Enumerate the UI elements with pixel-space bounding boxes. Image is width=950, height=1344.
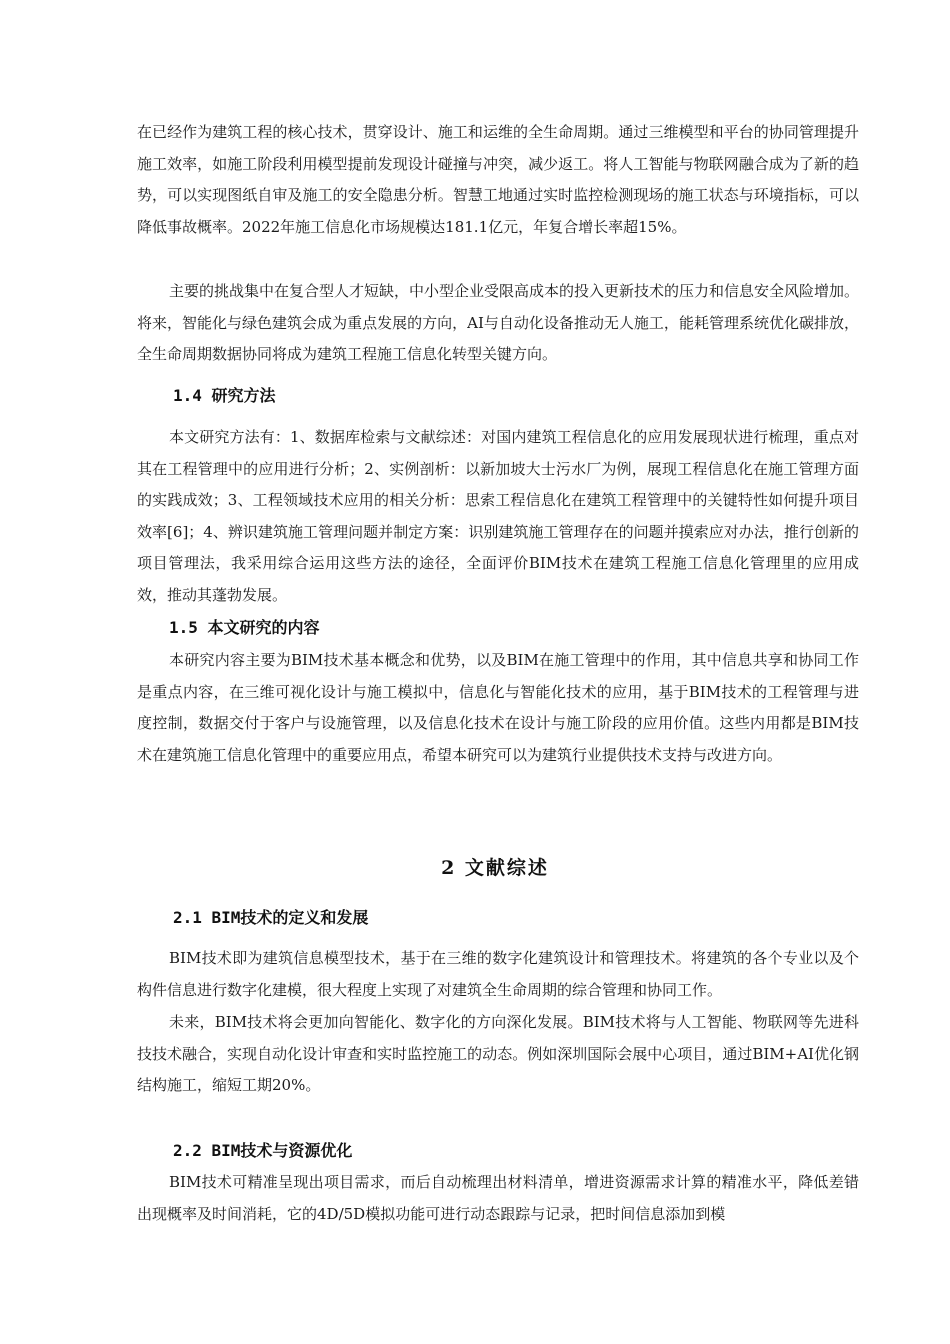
paragraph-research-methods: 本文研究方法有：1、数据库检索与文献综述：对国内建筑工程信息化的应用发展现状进行梳理，重点对其在工程管理中的应用进行分析；2、实例剖析：以新加坡大士污水厂为例，展现工程信息化在施工管理方面的实践成效；3、工程领域技术应用的相关分析：思索工程信息化在建筑工程管理中的关键特性如何提升项目效率[6]；4、辨识建筑施工管理问题并制定方案：识别建筑施工管理存在的问题并摸索应对办法，推行创新的项目管理法，我采用综合运用这些方法的途径，全面评价BIM技术在建筑工程施工信息化管理里的应用成效，推动其蓬勃发展。 xyxy=(137,428,859,604)
chapter-2-title: 2 文献综述 xyxy=(441,857,549,879)
paragraph-bim-definition: BIM技术即为建筑信息模型技术，基于在三维的数字化建筑设计和管理技术。将建筑的各个专业以及个构件信息进行数字化建模，很大程度上实现了对建筑全生命周期的综合管理和协同工作。 xyxy=(137,949,859,999)
paragraph-bim-resources: BIM技术可精准呈现出项目需求，而后自动梳理出材料清单，增进资源需求计算的精准水平，降低差错出现概率及时间消耗，它的4D/5D模拟功能可进行动态跟踪与记录，把时间信息添加到模 xyxy=(137,1173,859,1223)
heading-1-4-research-methods: 1.4 研究方法 xyxy=(173,386,276,405)
heading-2-2-bim-resource-optimization: 2.2 BIM技术与资源优化 xyxy=(173,1141,353,1160)
paragraph-bim-future: 未来，BIM技术将会更加向智能化、数字化的方向深化发展。BIM技术将与人工智能、物联网等先进科技技术融合，实现自动化设计审查和实时监控施工的动态。例如深圳国际会展中心项目，通过BIM+AI优化钢结构施工，缩短工期20%。 xyxy=(137,1013,859,1094)
paragraph-challenges: 主要的挑战集中在复合型人才短缺，中小型企业受限高成本的投入更新技术的压力和信息安全风险增加。将来，智能化与绿色建筑会成为重点发展的方向，AI与自动化设备推动无人施工，能耗管理系统优化碳排放，全生命周期数据协同将成为建筑工程施工信息化转型关键方向。 xyxy=(137,282,860,363)
paragraph-research-content: 本研究内容主要为BIM技术基本概念和优势，以及BIM在施工管理中的作用，其中信息共享和协同工作是重点内容，在三维可视化设计与施工模拟中，信息化与智能化技术的应用，基于BIM技术的工程管理与进度控制，数据交付于客户与设施管理，以及信息化技术在设计与施工阶段的应用价值。这些内用都是BIM技术在建筑施工信息化管理中的重要应用点，希望本研究可以为建筑行业提供技术支持与改进方向。 xyxy=(137,651,859,764)
paragraph-industry-status: 在已经作为建筑工程的核心技术，贯穿设计、施工和运维的全生命周期。通过三维模型和平台的协同管理提升施工效率，如施工阶段利用模型提前发现设计碰撞与冲突，减少返工。将人工智能与物联网融合成为了新的趋势，可以实现图纸自审及施工的安全隐患分析。智慧工地通过实时监控检测现场的施工状态与环境指标，可以降低事故概率。2022年施工信息化市场规模达181.1亿元，年复合增长率超15%。 xyxy=(137,123,859,236)
heading-2-1-bim-definition: 2.1 BIM技术的定义和发展 xyxy=(173,908,369,927)
heading-1-5-research-content: 1.5 本文研究的内容 xyxy=(169,618,320,637)
